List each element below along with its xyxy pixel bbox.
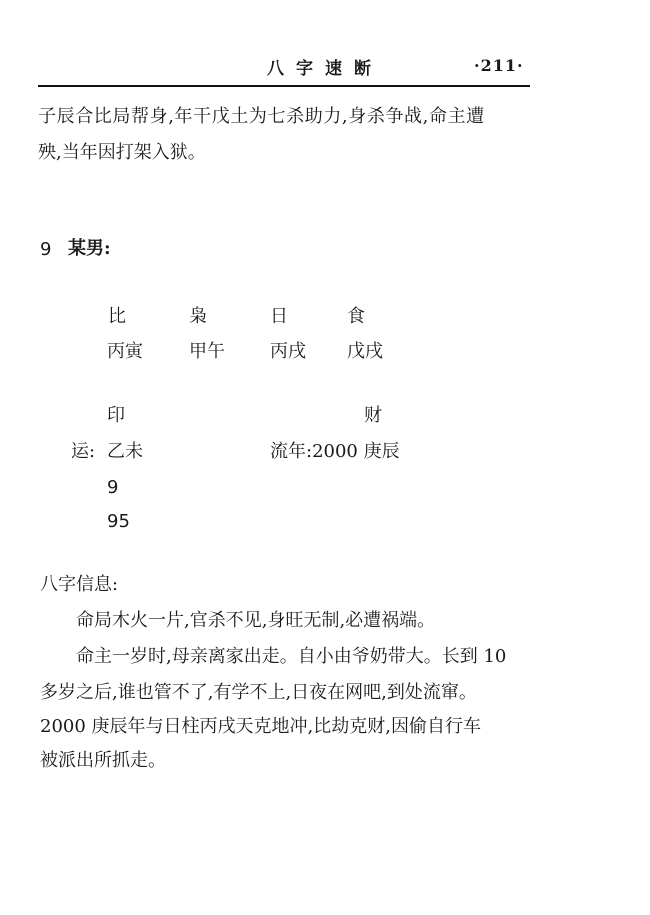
info-paragraph-2-line-4: 被派出所抓走。 bbox=[40, 750, 166, 771]
flow-year: 流年:2000 庚辰 bbox=[270, 441, 400, 462]
luck-pillar: 乙未 bbox=[107, 441, 143, 462]
ten-god-month: 枭 bbox=[189, 306, 207, 327]
case-number: 9 bbox=[40, 239, 52, 260]
flow-year-ten-god: 财 bbox=[364, 405, 382, 426]
case-title: 某男: bbox=[68, 238, 111, 259]
pillar-month: 甲午 bbox=[189, 341, 225, 362]
info-paragraph-2-line-2: 多岁之后,谁也管不了,有学不上,日夜在网吧,到处流窜。 bbox=[40, 682, 477, 703]
luck-start-age: 9 bbox=[107, 477, 119, 498]
page-number: ·211· bbox=[474, 56, 524, 75]
running-header-title: 八字速断 bbox=[267, 59, 383, 79]
info-paragraph-2-line-3: 2000 庚辰年与日柱丙戌天克地冲,比劫克财,因偷自行车 bbox=[40, 716, 481, 737]
pillar-day: 丙戌 bbox=[270, 341, 306, 362]
ten-god-year: 比 bbox=[108, 306, 126, 327]
info-heading: 八字信息: bbox=[40, 574, 119, 595]
continuation-line-1: 子辰合比局帮身,年干戊土为七杀助力,身杀争战,命主遭 bbox=[38, 106, 485, 127]
luck-ten-god: 印 bbox=[107, 405, 125, 426]
ten-god-hour: 食 bbox=[347, 306, 365, 327]
info-paragraph-1: 命局木火一片,官杀不见,身旺无制,必遭祸端。 bbox=[76, 610, 436, 631]
luck-start-year: 95 bbox=[107, 511, 130, 532]
header-divider bbox=[38, 85, 530, 87]
pillar-hour: 戊戌 bbox=[347, 341, 383, 362]
ten-god-day: 日 bbox=[270, 306, 288, 327]
pillar-year: 丙寅 bbox=[107, 341, 143, 362]
luck-label: 运: bbox=[71, 441, 96, 462]
continuation-line-2: 殃,当年因打架入狱。 bbox=[38, 142, 206, 163]
info-paragraph-2-line-1: 命主一岁时,母亲离家出走。自小由爷奶带大。长到 10 bbox=[76, 646, 507, 667]
